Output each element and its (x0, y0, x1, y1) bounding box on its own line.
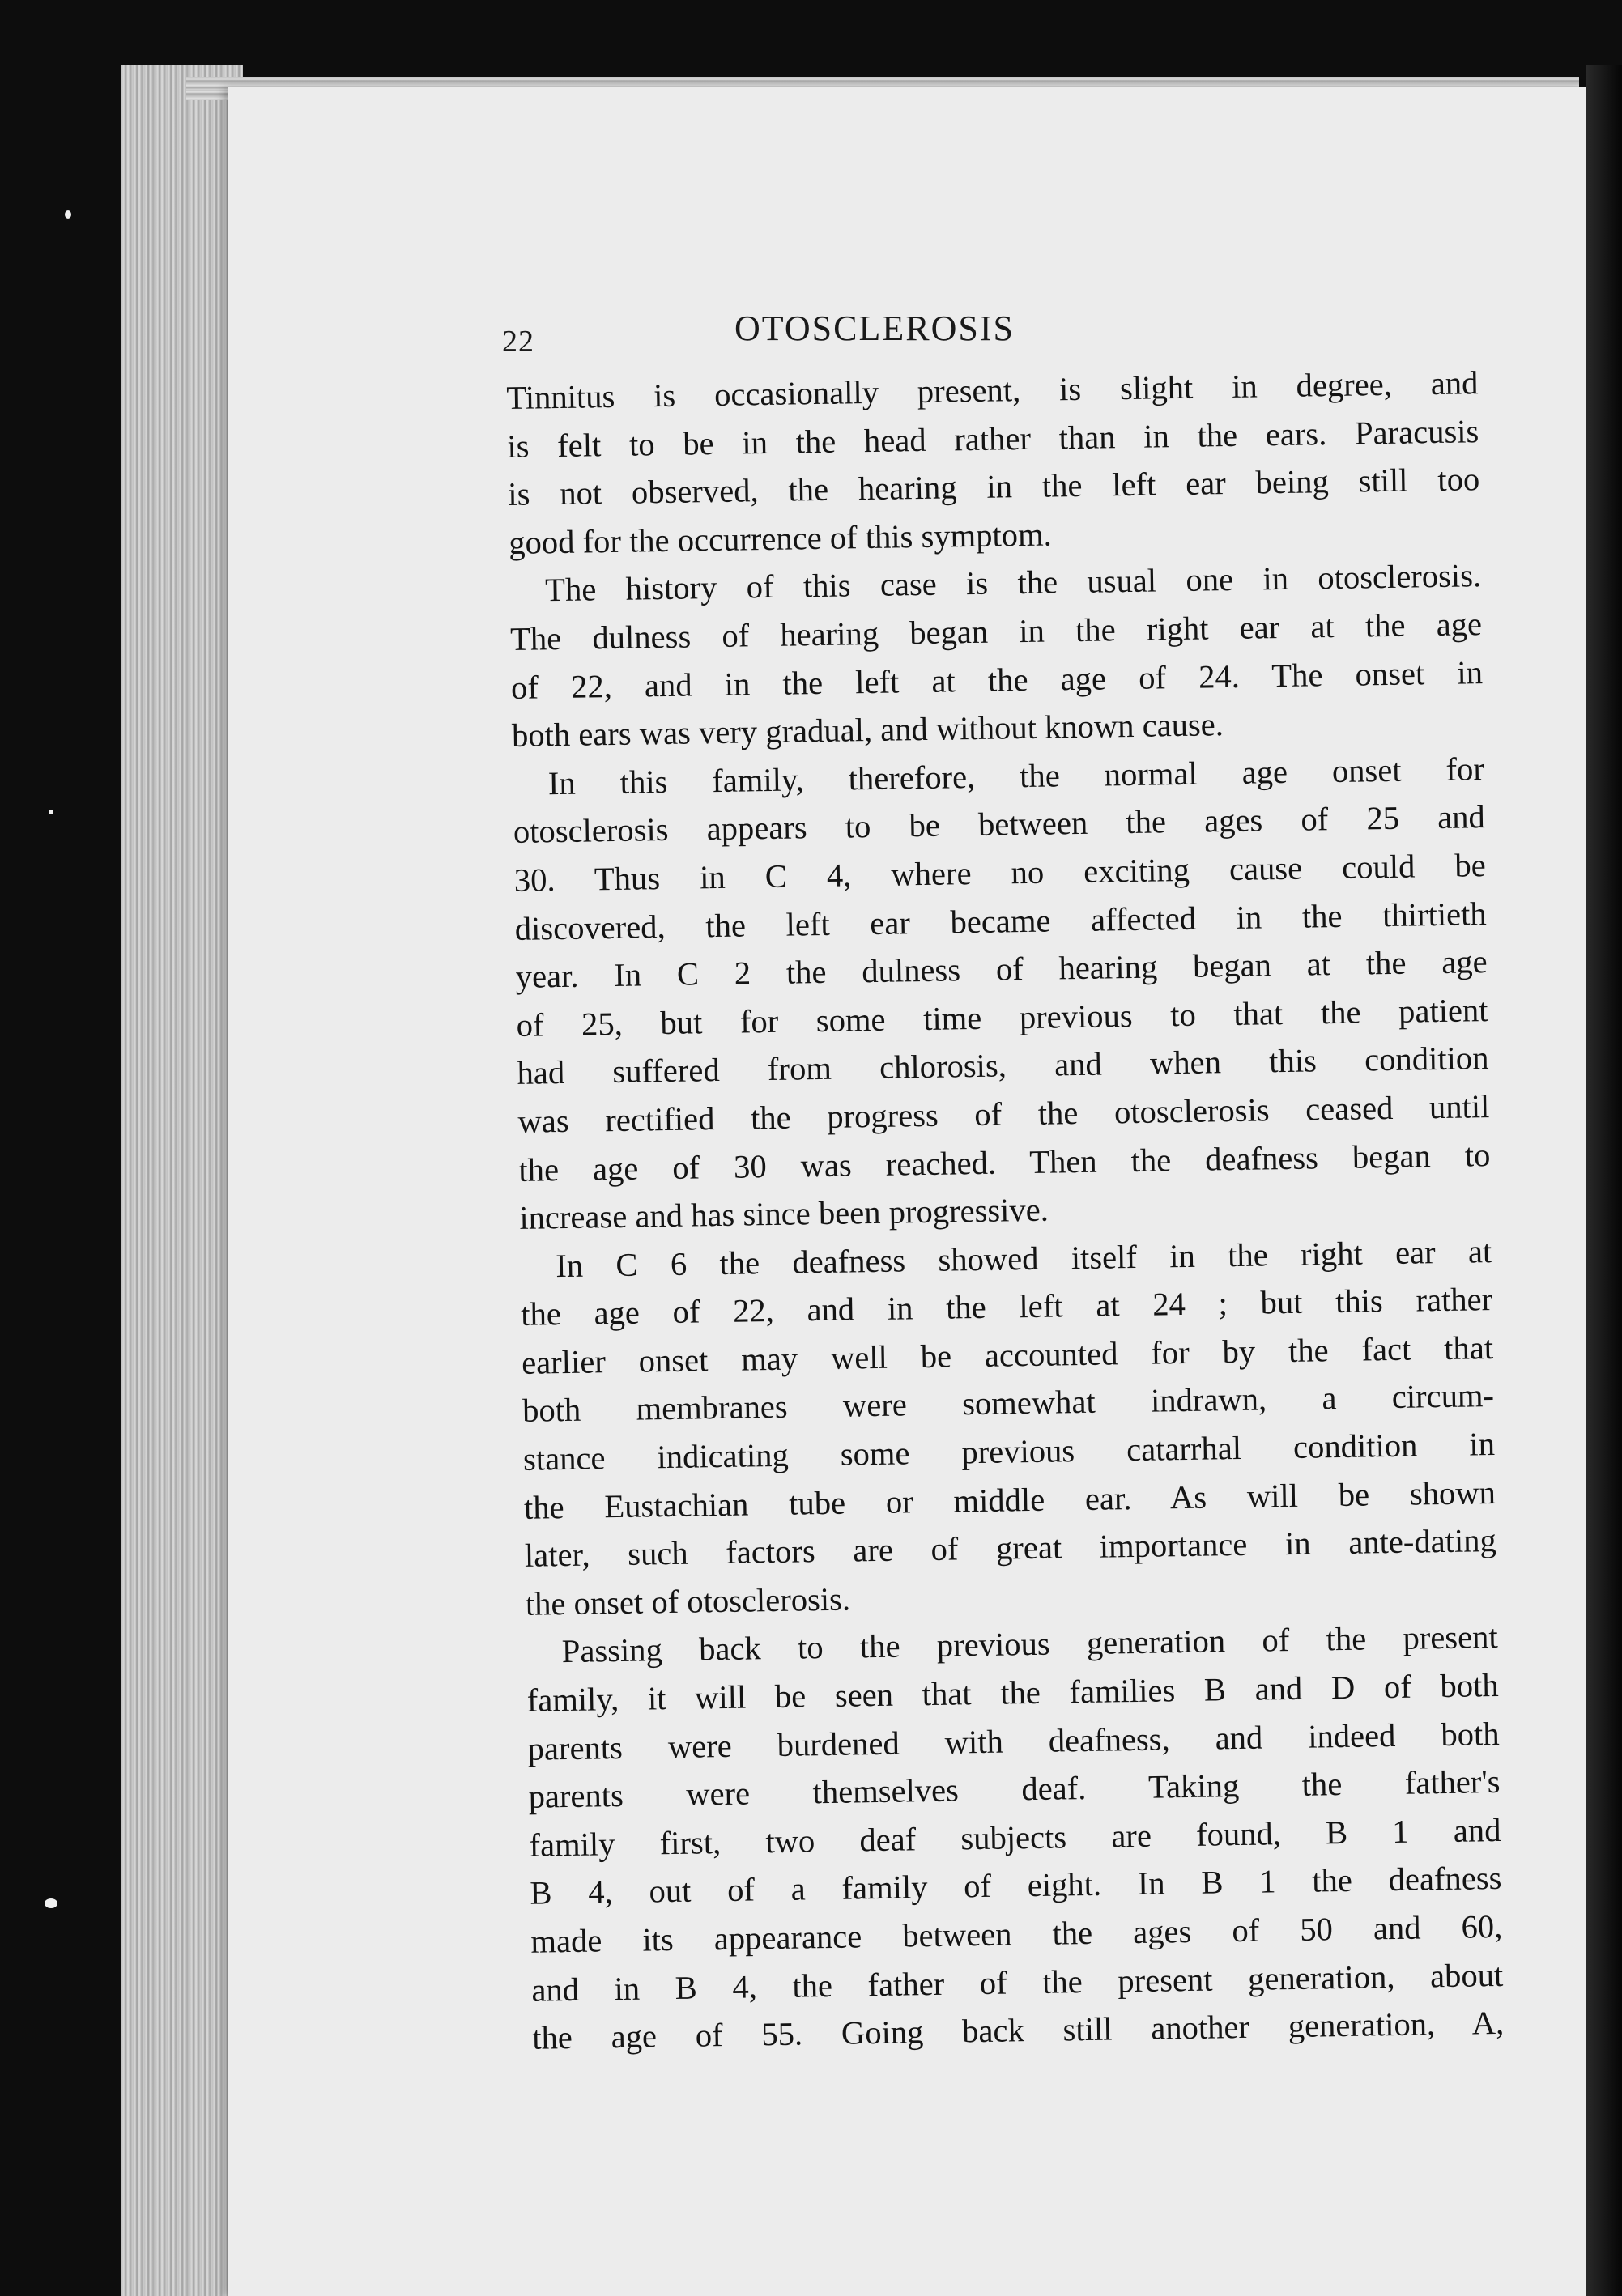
text-line: was rectified the progress of the otosclerosis ceased until (517, 1087, 1490, 1140)
text-line: Passing back to the previous generation of the present (561, 1618, 1499, 1670)
text-line: year. In C 2 the dulness of hearing began at the age (515, 943, 1488, 996)
text-line: the Eustachian tube or middle ear. As will be shown (523, 1473, 1496, 1526)
text-line: the age of 30 was reached. Then the deafness began to (518, 1136, 1491, 1188)
text-line: is felt to be in the head rather than in the ears. Paracusis (507, 412, 1479, 465)
text-line: is not observed, the hearing in the left ear being still too (507, 461, 1480, 513)
text-line: The history of this case is the usual one in otosclerosis. (544, 557, 1482, 609)
text-line: parents were burdened with deafness, and indeed both (527, 1715, 1500, 1767)
text-line: later, such factors are of great importance in ante-dating (524, 1522, 1497, 1575)
text-line: family, it will be seen that the families B and D of both (526, 1666, 1499, 1719)
text-line: and in B 4, the father of the present generation, about (530, 1956, 1504, 2009)
text-line: In C 6 the deafness showed itself in the right ear at (555, 1232, 1492, 1284)
text-line: increase and has since been progressive. (519, 1191, 1049, 1236)
text-line: B 4, out of a family of eight. In B 1 the deafness (530, 1860, 1502, 1912)
text-line: 30. Thus in C 4, where no exciting cause could be (513, 847, 1487, 899)
text-line: stance indicating some previous catarrhal condition in (522, 1426, 1496, 1478)
page-number: 22 (502, 325, 534, 359)
body-text (506, 359, 1505, 2062)
scan-speck (49, 810, 53, 814)
text-line: of 25, but for some time previous to that the patient (516, 991, 1488, 1044)
text-line: both membranes were somewhat indrawn, a circum- (522, 1377, 1495, 1430)
text-line: the onset of otosclerosis. (525, 1580, 851, 1622)
text-line: In this family, therefore, the normal age onset for (547, 750, 1485, 801)
scan-speck (65, 210, 71, 219)
text-line: discovered, the left ear became affected in the thirtieth (514, 895, 1487, 947)
text-line: Tinnitus is occasionally present, is slight in degree, and (506, 364, 1479, 416)
text-line: both ears was very gradual, and without known cause. (511, 706, 1224, 755)
binding-shadow (1586, 65, 1622, 2296)
running-title: OTOSCLEROSIS (734, 308, 1015, 348)
text-line: earlier onset may well be accounted for by the fact that (521, 1329, 1494, 1381)
text-line: made its appearance between the ages of 50 and 60, (530, 1907, 1503, 1960)
book-page-edges (121, 65, 243, 2296)
text-line: The dulness of hearing began in the right ear at the age (509, 606, 1483, 657)
text-line: of 22, and in the left at the age of 24. The onset in (510, 653, 1484, 706)
text-line: good for the occurrence of this symptom. (508, 516, 1053, 561)
text-line: the age of 55. Going back still another generation, A, (531, 2005, 1505, 2056)
text-line: parents were themselves deaf. Taking the father's (528, 1763, 1501, 1815)
text-line: had suffered from chlorosis, and when this condition (517, 1040, 1489, 1092)
page-header (275, 308, 1474, 364)
text-line: the age of 22, and in the left at 24 ; but this rather (520, 1281, 1493, 1333)
scan-speck (45, 1898, 57, 1908)
text-line: family first, two deaf subjects are found, B 1 and (529, 1811, 1501, 1864)
text-line: otosclerosis appears to be between the ages of 25 and (513, 798, 1486, 851)
